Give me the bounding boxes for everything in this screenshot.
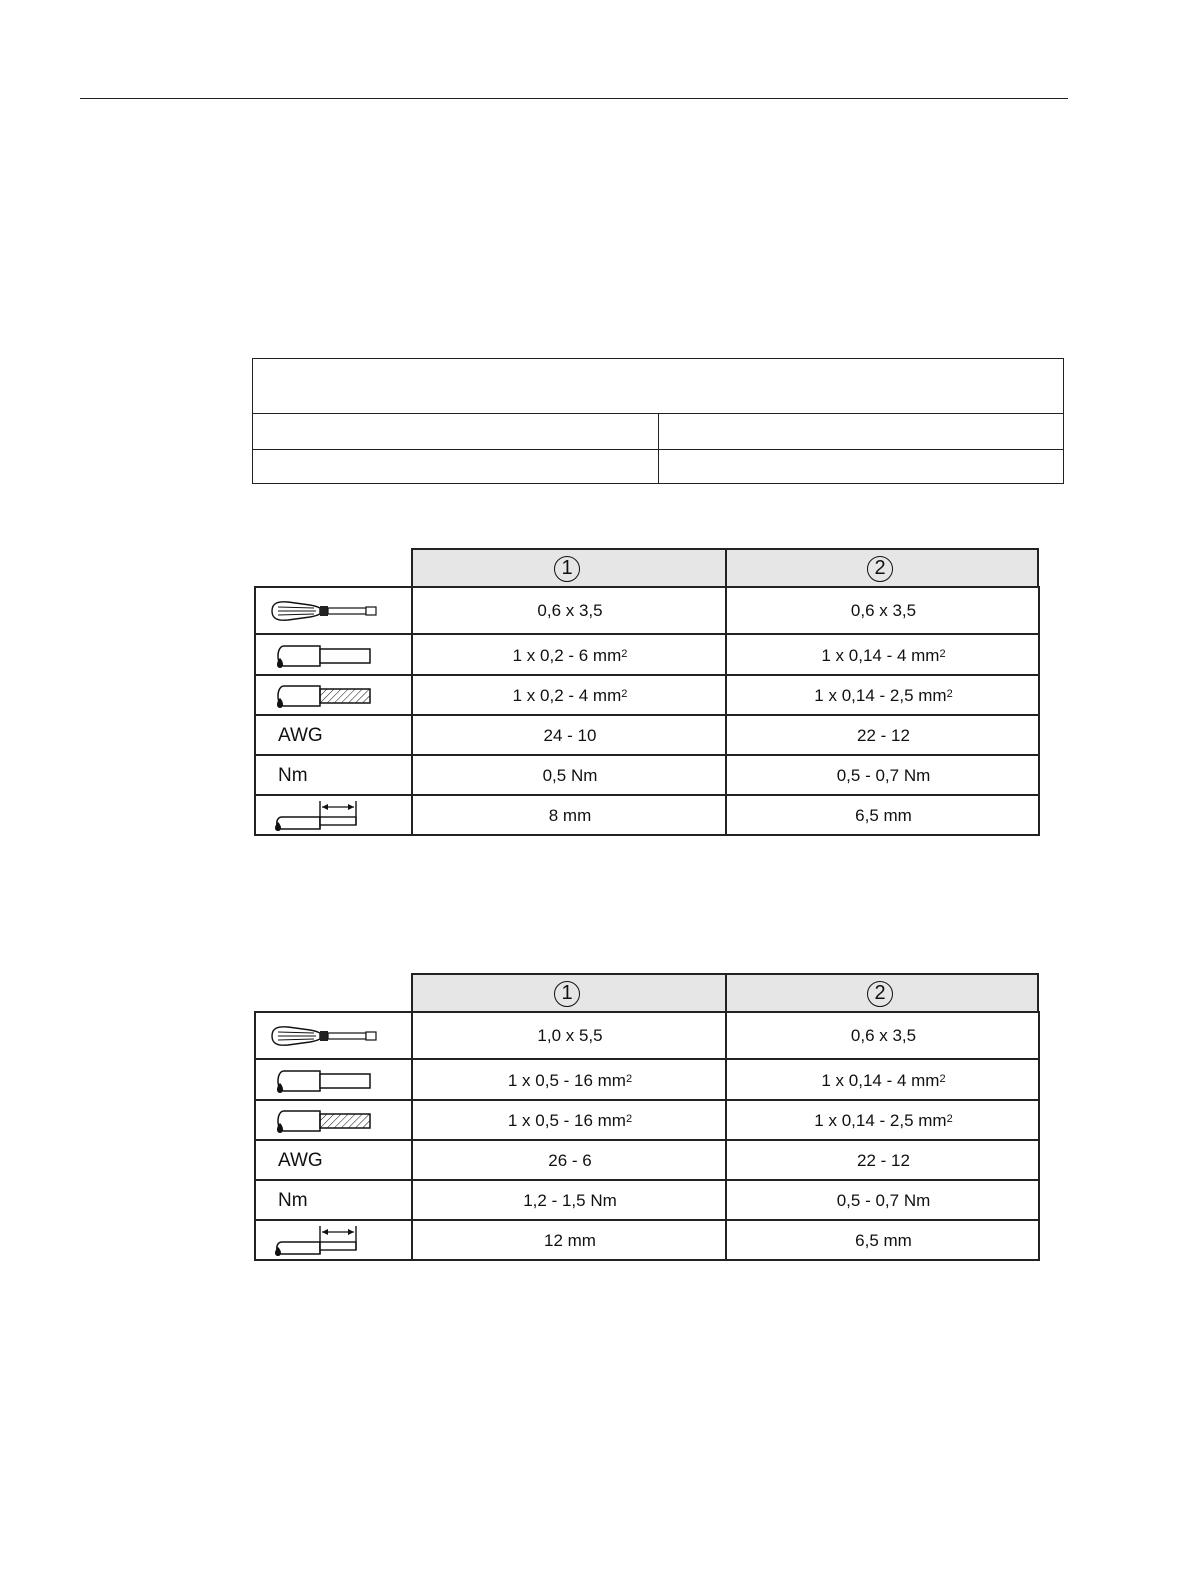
header-divider [725,550,727,586]
cell-value: 22 - 12 [725,1141,1040,1181]
table-row [256,1219,1038,1261]
row-label-cell [256,1221,411,1261]
column-number-1: 1 [554,556,580,582]
cell-value: 1,2 - 1,5 Nm [411,1181,727,1221]
cell-value: 1 x 0,14 - 4 mm $^2$ [725,1060,1040,1101]
solid-wire-icon [270,635,372,676]
cell-value: 26 - 6 [411,1141,727,1181]
cell-value: 24 - 10 [411,716,727,756]
table-row [256,674,1038,716]
table-row [256,754,1038,796]
table-header [411,548,1039,588]
row-label-nm: Nm [278,1190,308,1211]
column-number-2: 2 [867,556,893,582]
cell-value: 22 - 12 [725,716,1040,756]
table-row [256,794,1038,836]
table-row [256,1139,1038,1181]
cell-value: 6,5 mm [725,1221,1040,1261]
table-body [254,1011,1040,1261]
table-header [411,973,1039,1013]
cell-value: 1 x 0,5 - 16 mm $^2$ [411,1060,727,1101]
table-row [256,1179,1038,1221]
row-label-awg: AWG [278,725,323,746]
row-label-cell [256,676,411,716]
table-divider [658,413,659,483]
table-row [256,1058,1038,1101]
table-row [256,633,1038,676]
column-number-2: 2 [867,981,893,1007]
stranded-wire-ferrule-icon [270,1101,372,1141]
row-label-nm: Nm [278,765,308,786]
strip-length-icon [270,1221,360,1261]
cell-value: 1 x 0,2 - 6 mm $^2$ [411,635,727,676]
row-label-cell [256,1101,411,1141]
row-label-cell [256,796,411,836]
cell-value: 12 mm [411,1221,727,1261]
stranded-wire-ferrule-icon [270,676,372,716]
cell-value: 1 x 0,14 - 2,5 mm $^2$ [725,676,1040,716]
cell-value: 0,5 - 0,7 Nm [725,1181,1040,1221]
header-rule [80,98,1068,99]
table-row [256,1099,1038,1141]
screwdriver-icon [270,588,378,633]
cell-value: 1 x 0,5 - 16 mm $^2$ [411,1101,727,1141]
cell-value: 0,6 x 3,5 [411,588,727,633]
cell-value: 0,6 x 3,5 [725,1013,1040,1058]
cell-value: 0,5 Nm [411,756,727,796]
cell-value: 6,5 mm [725,796,1040,836]
row-label-cell [256,588,411,633]
row-label-cell [256,1013,411,1058]
screwdriver-icon [270,1013,378,1058]
empty-info-table [252,358,1064,484]
header-divider [725,975,727,1011]
cell-value: 1,0 x 5,5 [411,1013,727,1058]
cell-value: 8 mm [411,796,727,836]
cell-value: 1 x 0,14 - 2,5 mm $^2$ [725,1101,1040,1141]
solid-wire-icon [270,1060,372,1101]
row-label-awg: AWG [278,1150,323,1171]
strip-length-icon [270,796,360,836]
cell-value: 1 x 0,2 - 4 mm $^2$ [411,676,727,716]
cell-value: 0,6 x 3,5 [725,588,1040,633]
row-label-cell [256,635,411,676]
cell-value: 1 x 0,14 - 4 mm $^2$ [725,635,1040,676]
table-row [256,1013,1038,1058]
table-row [256,714,1038,756]
table-row [256,588,1038,633]
table-body [254,586,1040,836]
column-number-1: 1 [554,981,580,1007]
row-label-cell [256,1060,411,1101]
cell-value: 0,5 - 0,7 Nm [725,756,1040,796]
